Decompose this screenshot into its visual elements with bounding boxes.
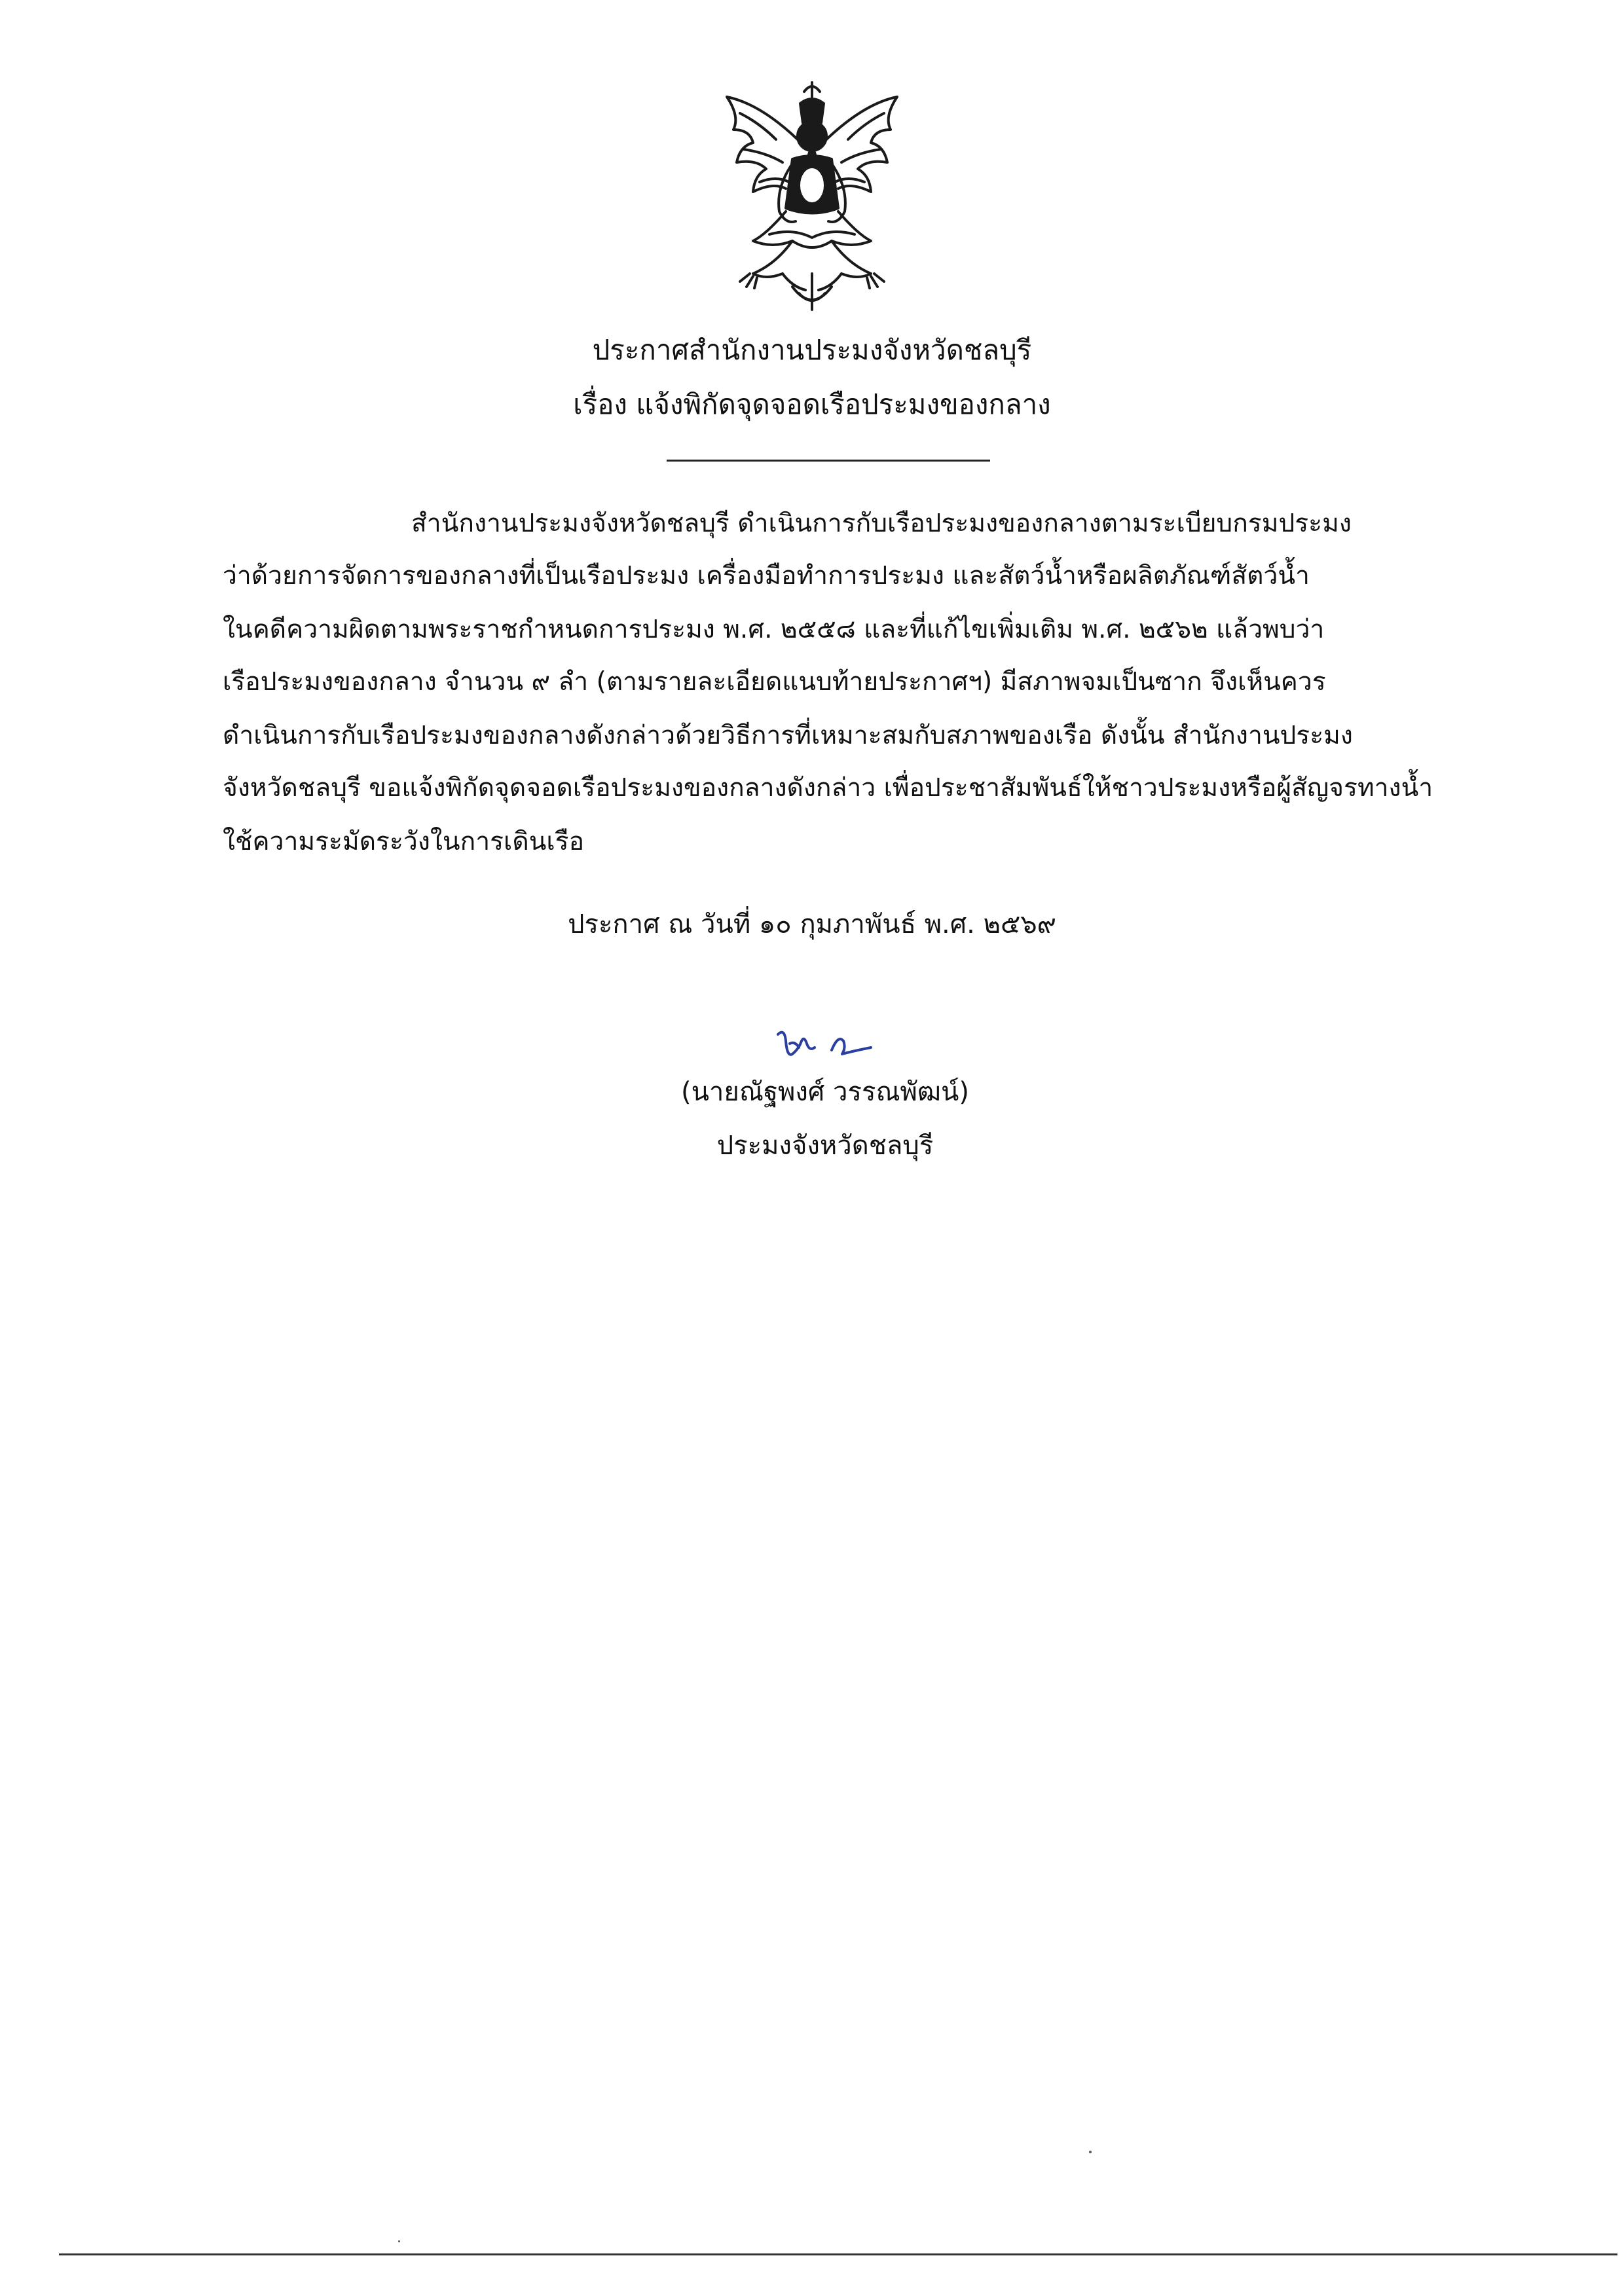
- body-line: จังหวัดชลบุรี ขอแจ้งพิกัดจุดจอดเรือประมงของกลางดังกล่าว เพื่อประชาสัมพันธ์ให้ชาวประมงหรือผู้สัญจรทางน้ำ: [223, 773, 1433, 803]
- body-line: ใช้ความระมัดระวังในการเดินเรือ: [223, 827, 585, 856]
- scan-bottom-edge: [59, 2253, 1617, 2255]
- body-line: สำนักงานประมงจังหวัดชลบุรี ดำเนินการกับเรือประมงของกลางตามระเบียบกรมประมง: [411, 509, 1352, 538]
- title-divider: [667, 460, 990, 462]
- signer-name: (นายณัฐพงศ์ วรรณพัฒน์): [680, 1077, 970, 1107]
- document-title: ประกาศสำนักงานประมงจังหวัดชลบุรี: [592, 334, 1032, 366]
- body-line: เรือประมงของกลาง จำนวน ๙ ลำ (ตามรายละเอียดแนบท้ายประกาศฯ) มีสภาพจมเป็นซาก จึงเห็นควร: [223, 667, 1326, 697]
- handwritten-signature: [773, 1021, 877, 1067]
- document-subject: เรื่อง แจ้งพิกัดจุดจอดเรือประมงของกลาง: [573, 388, 1051, 420]
- body-line: ในคดีความผิดตามพระราชกำหนดการประมง พ.ศ. ๒๕๕๘ และที่แก้ไขเพิ่มเติม พ.ศ. ๒๕๖๒ แล้วพบว่า: [223, 615, 1325, 644]
- body-line: ดำเนินการกับเรือประมงของกลางดังกล่าวด้วยวิธีการที่เหมาะสมกับสภาพของเรือ ดังนั้น สำนักงานประมง: [223, 721, 1353, 750]
- body-line: ว่าด้วยการจัดการของกลางที่เป็นเรือประมง เครื่องมือทำการประมง และสัตว์น้ำหรือผลิตภัณฑ์สัตว์น้ำ: [223, 561, 1310, 591]
- garuda-emblem-icon: [714, 77, 910, 314]
- announcement-date: ประกาศ ณ วันที่ ๑๐ กุมภาพันธ์ พ.ศ. ๒๕๖๙: [568, 909, 1056, 939]
- signer-title: ประมงจังหวัดชลบุรี: [716, 1131, 934, 1161]
- scan-speck: [398, 2240, 400, 2242]
- scan-speck: [1089, 2151, 1092, 2153]
